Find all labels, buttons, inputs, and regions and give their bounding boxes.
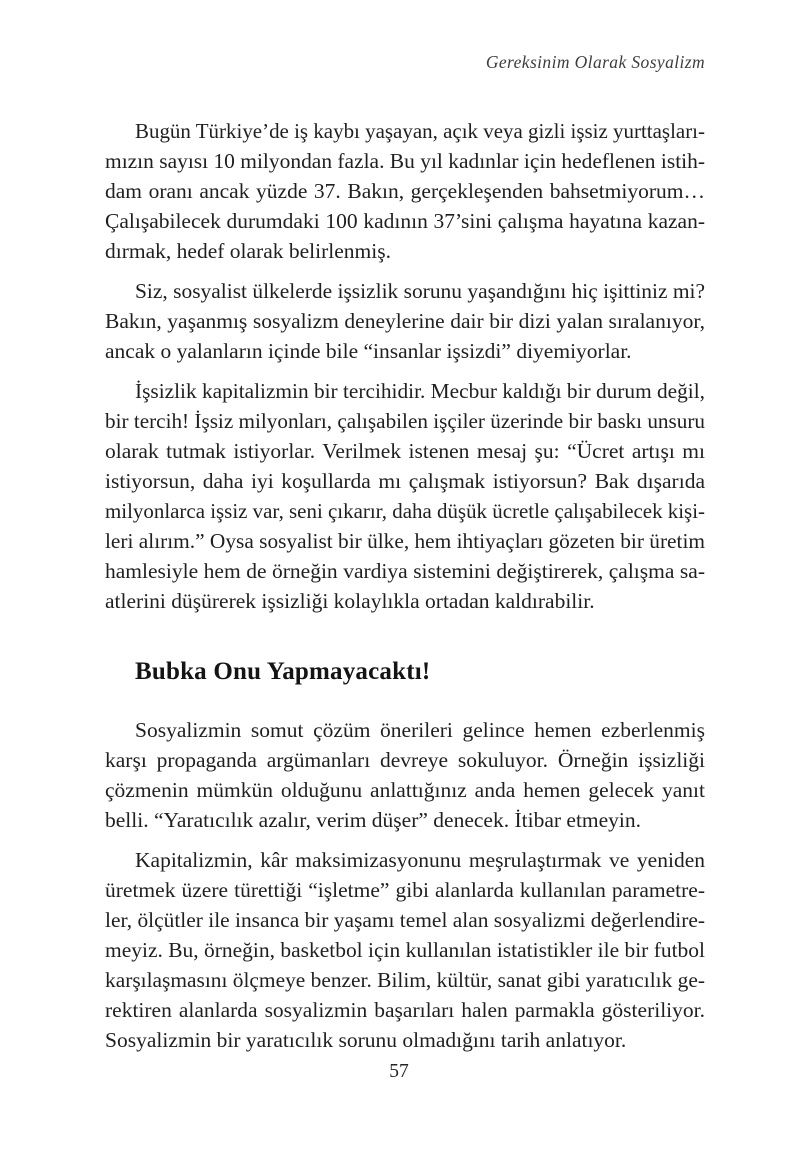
text-line: üretmek üzere türettiği “işletme” gibi alanlarda kullanılan parametre- [105, 878, 705, 902]
text-line: dam oranı ancak yüzde 37. Bakın, gerçekleşenden bahsetmiyorum… [105, 179, 705, 203]
page-number: 57 [389, 1061, 409, 1082]
paragraph [105, 376, 705, 616]
text-line: belli. “Yaratıcılık azalır, verim düşer” denecek. İtibar etmeyin. [105, 808, 642, 832]
text-line: Sosyalizmin bir yaratıcılık sorunu olmadığını tarih anlatıyor. [105, 1028, 627, 1052]
text-line: ler, ölçütler ile insanca bir yaşamı temel alan sosyalizmi değerlendire- [105, 908, 705, 932]
text-line: Siz, sosyalist ülkelerde işsizlik sorunu yaşandığını hiç işittiniz mi? [135, 279, 705, 303]
paragraph [105, 116, 705, 266]
text-line: Kapitalizmin, kâr maksimizasyonunu meşrulaştırmak ve yeniden [135, 848, 705, 872]
section-heading: Bubka Onu Yapmayacaktı! [135, 658, 431, 685]
text-line: bir tercih! İşsiz milyonları, çalışabilen işçiler üzerinde bir baskı unsuru [105, 409, 705, 433]
text-line: karşılaşmasını ölçmeye benzer. Bilim, kültür, sanat gibi yaratıcılık ge- [105, 968, 705, 992]
paragraph [105, 276, 705, 366]
paragraph [105, 845, 705, 1055]
text-line: istiyorsun, daha iyi koşullarda mı çalışmak istiyorsun? Bak dışarıda [105, 469, 705, 493]
text-line: Bugün Türkiye’de iş kaybı yaşayan, açık veya gizli işsiz yurttaşları- [135, 119, 705, 143]
text-line: atlerini düşürerek işsizliği kolaylıkla ortadan kaldırabilir. [105, 589, 595, 613]
text-line: mızın sayısı 10 milyondan fazla. Bu yıl kadınlar için hedeflenen istih- [105, 149, 705, 173]
text-line: Sosyalizmin somut çözüm önerileri gelince hemen ezberlenmiş [135, 718, 705, 742]
text-line: çözmenin mümkün olduğunu anlattığınız anda hemen gelecek yanıt [105, 778, 705, 802]
paragraph [105, 715, 705, 835]
text-line: Çalışabilecek durumdaki 100 kadının 37’sini çalışma hayatına kazan- [105, 209, 705, 233]
text-line: karşı propaganda argümanları devreye sokuluyor. Örneğin işsizliği [105, 748, 705, 772]
text-line: leri alırım.” Oysa sosyalist bir ülke, hem ihtiyaçları gözeten bir üretim [105, 529, 705, 553]
text-line: rektiren alanlarda sosyalizmin başarıları halen parmakla gösteriliyor. [105, 998, 705, 1022]
text-line: olarak tutmak istiyorlar. Verilmek istenen mesaj şu: “Ücret artışı mı [105, 439, 705, 463]
text-line: ancak o yalanların içinde bile “insanlar işsizdi” diyemiyorlar. [105, 339, 632, 363]
running-header: Gereksinim Olarak Sosyalizm [485, 52, 705, 72]
text-line: meyiz. Bu, örneğin, basketbol için kullanılan istatistikler ile bir futbol [105, 938, 705, 962]
text-line: milyonlarca işsiz var, seni çıkarır, daha düşük ücretle çalışabilecek kişi- [105, 499, 705, 523]
text-line: İşsizlik kapitalizmin bir tercihidir. Mecbur kaldığı bir durum değil, [135, 379, 705, 403]
text-line: hamlesiyle hem de örneğin vardiya sistemini değiştirerek, çalışma sa- [105, 559, 705, 583]
text-body [105, 116, 705, 1065]
text-line: dırmak, hedef olarak belirlenmiş. [105, 239, 391, 263]
text-line: Bakın, yaşanmış sosyalizm deneylerine dair bir dizi yalan sıralanıyor, [105, 309, 705, 333]
